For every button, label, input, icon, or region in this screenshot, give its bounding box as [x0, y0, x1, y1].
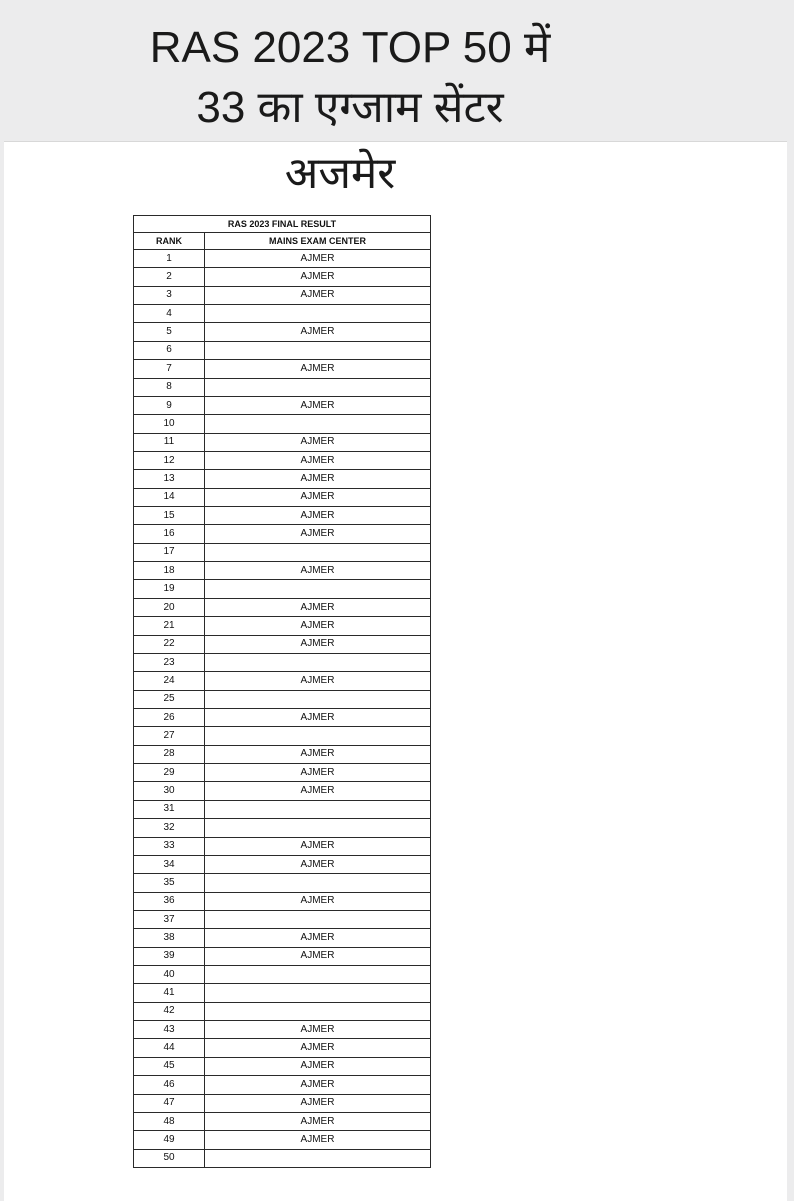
exam-center-cell — [205, 727, 431, 745]
exam-center-cell: AJMER — [205, 488, 431, 506]
table-row — [134, 305, 431, 323]
rank-cell: 13 — [134, 470, 205, 488]
rank-cell: 48 — [134, 1112, 205, 1130]
exam-center-cell — [205, 800, 431, 818]
headline-line-2: 33 का एग्जाम सेंटर — [196, 83, 504, 132]
table-row — [134, 341, 431, 359]
table-row — [134, 250, 431, 268]
rank-cell: 38 — [134, 929, 205, 947]
rank-cell: 25 — [134, 690, 205, 708]
table-title: RAS 2023 FINAL RESULT — [134, 216, 431, 233]
table-row — [134, 488, 431, 506]
table-row — [134, 819, 431, 837]
exam-center-cell: AJMER — [205, 507, 431, 525]
exam-center-cell: AJMER — [205, 250, 431, 268]
exam-center-cell: AJMER — [205, 892, 431, 910]
rank-cell: 7 — [134, 360, 205, 378]
table-row — [134, 433, 431, 451]
rank-cell: 5 — [134, 323, 205, 341]
table-title-row — [134, 216, 431, 233]
rank-cell: 24 — [134, 672, 205, 690]
rank-cell: 10 — [134, 415, 205, 433]
exam-center-cell: AJMER — [205, 451, 431, 469]
rank-cell: 22 — [134, 635, 205, 653]
exam-center-cell: AJMER — [205, 782, 431, 800]
exam-center-cell — [205, 378, 431, 396]
column-header-exam-center: MAINS EXAM CENTER — [205, 233, 431, 250]
table-row — [134, 745, 431, 763]
exam-center-cell: AJMER — [205, 1039, 431, 1057]
rank-cell: 40 — [134, 966, 205, 984]
exam-center-cell — [205, 543, 431, 561]
table-row — [134, 635, 431, 653]
rank-cell: 35 — [134, 874, 205, 892]
table-row — [134, 947, 431, 965]
exam-center-cell — [205, 966, 431, 984]
table-row — [134, 378, 431, 396]
exam-center-cell — [205, 1002, 431, 1020]
rank-cell: 15 — [134, 507, 205, 525]
rank-cell: 46 — [134, 1076, 205, 1094]
table-row — [134, 268, 431, 286]
exam-center-cell — [205, 341, 431, 359]
rank-cell: 33 — [134, 837, 205, 855]
table-row — [134, 892, 431, 910]
table-row — [134, 580, 431, 598]
exam-center-cell: AJMER — [205, 947, 431, 965]
exam-center-cell: AJMER — [205, 708, 431, 726]
exam-center-cell: AJMER — [205, 396, 431, 414]
rank-cell: 42 — [134, 1002, 205, 1020]
exam-center-cell — [205, 874, 431, 892]
headline-line-1: RAS 2023 TOP 50 में — [149, 23, 551, 72]
rank-cell: 8 — [134, 378, 205, 396]
exam-center-cell — [205, 984, 431, 1002]
rank-cell: 3 — [134, 286, 205, 304]
exam-center-cell: AJMER — [205, 837, 431, 855]
exam-center-cell: AJMER — [205, 433, 431, 451]
exam-center-cell — [205, 415, 431, 433]
exam-center-city: अजमेर — [284, 149, 396, 198]
exam-center-cell: AJMER — [205, 323, 431, 341]
table-row — [134, 966, 431, 984]
rank-cell: 36 — [134, 892, 205, 910]
rank-cell: 37 — [134, 910, 205, 928]
rank-cell: 14 — [134, 488, 205, 506]
table-row — [134, 1039, 431, 1057]
rank-cell: 6 — [134, 341, 205, 359]
exam-center-cell: AJMER — [205, 1076, 431, 1094]
rank-cell: 41 — [134, 984, 205, 1002]
rank-cell: 31 — [134, 800, 205, 818]
exam-center-cell: AJMER — [205, 360, 431, 378]
rank-cell: 49 — [134, 1131, 205, 1149]
exam-center-cell: AJMER — [205, 268, 431, 286]
rank-cell: 39 — [134, 947, 205, 965]
rank-cell: 50 — [134, 1149, 205, 1167]
table-row — [134, 782, 431, 800]
result-table-body — [134, 216, 431, 1168]
exam-center-cell: AJMER — [205, 470, 431, 488]
exam-center-cell: AJMER — [205, 525, 431, 543]
rank-cell: 45 — [134, 1057, 205, 1075]
table-row — [134, 286, 431, 304]
rank-cell: 34 — [134, 855, 205, 873]
exam-center-cell — [205, 305, 431, 323]
rank-cell: 32 — [134, 819, 205, 837]
rank-cell: 2 — [134, 268, 205, 286]
rank-cell: 1 — [134, 250, 205, 268]
table-row — [134, 727, 431, 745]
rank-cell: 29 — [134, 764, 205, 782]
rank-cell: 9 — [134, 396, 205, 414]
exam-center-cell: AJMER — [205, 1112, 431, 1130]
rank-cell: 18 — [134, 562, 205, 580]
exam-center-cell: AJMER — [205, 1057, 431, 1075]
ras-final-result-table — [133, 215, 431, 1168]
exam-center-cell — [205, 580, 431, 598]
table-row — [134, 1149, 431, 1167]
table-row — [134, 764, 431, 782]
exam-center-cell — [205, 910, 431, 928]
exam-center-cell: AJMER — [205, 745, 431, 763]
table-row — [134, 837, 431, 855]
table-row — [134, 323, 431, 341]
table-row — [134, 672, 431, 690]
exam-center-cell — [205, 1149, 431, 1167]
table-row — [134, 598, 431, 616]
table-row — [134, 451, 431, 469]
exam-center-cell: AJMER — [205, 286, 431, 304]
table-row — [134, 708, 431, 726]
table-row — [134, 617, 431, 635]
table-row — [134, 1076, 431, 1094]
table-row — [134, 1112, 431, 1130]
table-row — [134, 415, 431, 433]
table-row — [134, 360, 431, 378]
exam-center-cell: AJMER — [205, 598, 431, 616]
exam-center-cell — [205, 690, 431, 708]
rank-cell: 47 — [134, 1094, 205, 1112]
table-row — [134, 525, 431, 543]
table-row — [134, 396, 431, 414]
rank-cell: 21 — [134, 617, 205, 635]
table-header-row — [134, 233, 431, 250]
table-row — [134, 984, 431, 1002]
table-row — [134, 800, 431, 818]
rank-cell: 4 — [134, 305, 205, 323]
rank-cell: 17 — [134, 543, 205, 561]
table-row — [134, 1057, 431, 1075]
rank-cell: 19 — [134, 580, 205, 598]
exam-center-cell: AJMER — [205, 764, 431, 782]
exam-center-cell: AJMER — [205, 1131, 431, 1149]
exam-center-cell: AJMER — [205, 929, 431, 947]
exam-center-cell: AJMER — [205, 562, 431, 580]
rank-cell: 23 — [134, 653, 205, 671]
column-header-rank: RANK — [134, 233, 205, 250]
rank-cell: 12 — [134, 451, 205, 469]
rank-cell: 43 — [134, 1021, 205, 1039]
table-row — [134, 929, 431, 947]
table-row — [134, 543, 431, 561]
exam-center-cell: AJMER — [205, 1021, 431, 1039]
exam-center-cell: AJMER — [205, 855, 431, 873]
rank-cell: 30 — [134, 782, 205, 800]
rank-cell: 20 — [134, 598, 205, 616]
rank-cell: 44 — [134, 1039, 205, 1057]
rank-cell: 11 — [134, 433, 205, 451]
table-row — [134, 910, 431, 928]
rank-cell: 27 — [134, 727, 205, 745]
exam-center-cell — [205, 819, 431, 837]
table-row — [134, 470, 431, 488]
table-row — [134, 507, 431, 525]
rank-cell: 26 — [134, 708, 205, 726]
table-row — [134, 690, 431, 708]
table-row — [134, 653, 431, 671]
table-row — [134, 1131, 431, 1149]
table-row — [134, 1021, 431, 1039]
table-row — [134, 1094, 431, 1112]
table-row — [134, 855, 431, 873]
exam-center-cell — [205, 653, 431, 671]
exam-center-cell: AJMER — [205, 635, 431, 653]
rank-cell: 28 — [134, 745, 205, 763]
table-row — [134, 562, 431, 580]
exam-center-cell: AJMER — [205, 1094, 431, 1112]
exam-center-cell: AJMER — [205, 617, 431, 635]
rank-cell: 16 — [134, 525, 205, 543]
table-row — [134, 874, 431, 892]
table-row — [134, 1002, 431, 1020]
exam-center-cell: AJMER — [205, 672, 431, 690]
